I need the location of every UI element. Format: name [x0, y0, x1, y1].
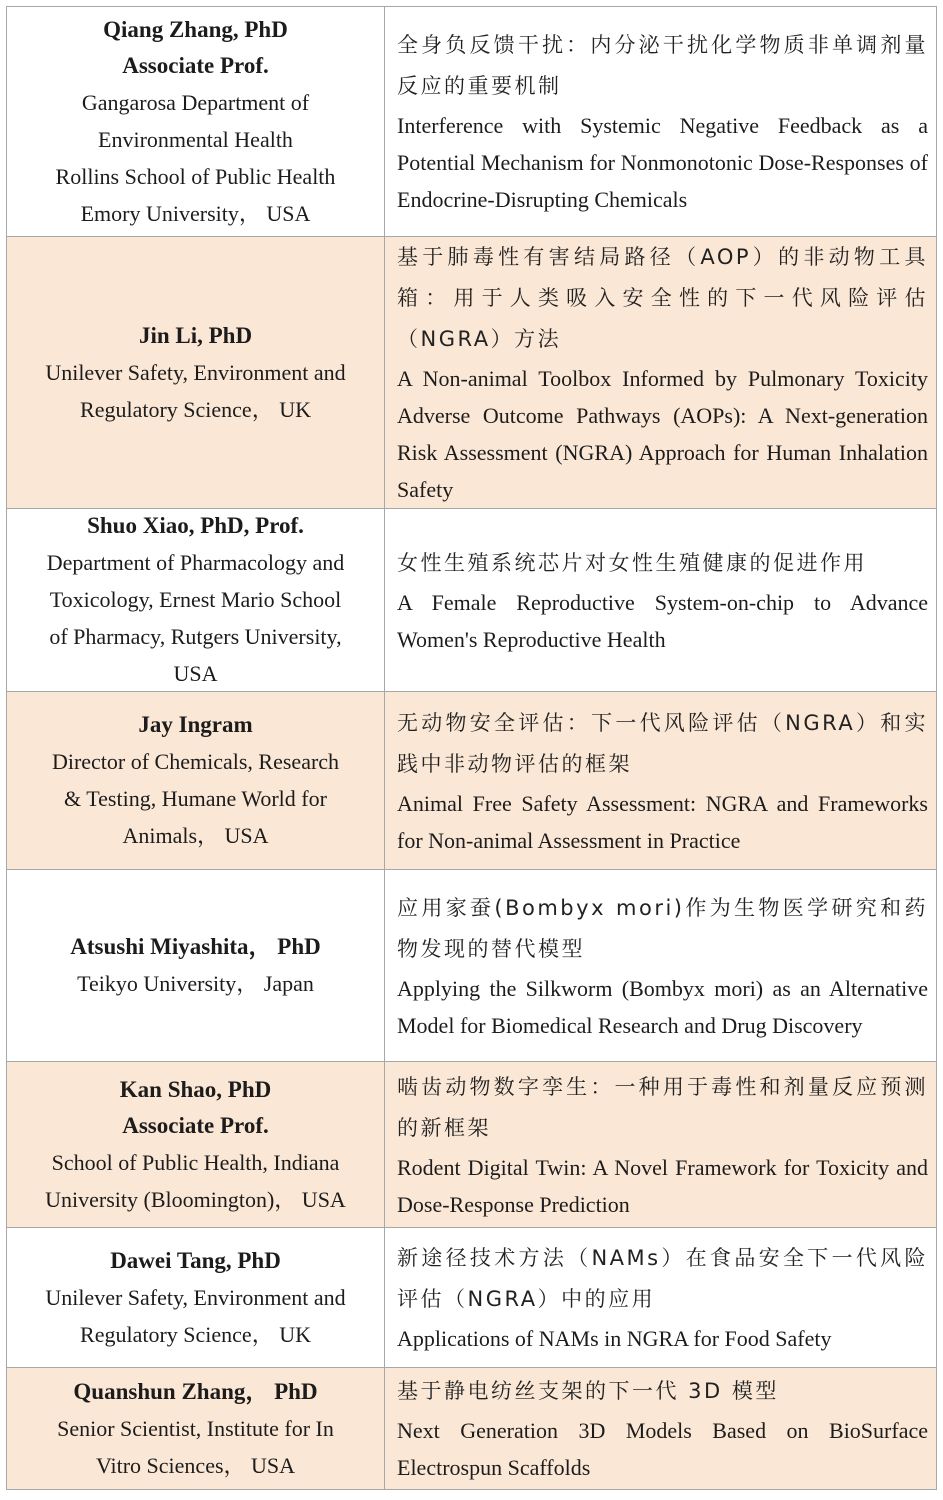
talk-title-cell: [385, 237, 936, 508]
speaker-affiliation-line: Senior Scientist, Institute for In: [57, 1415, 334, 1441]
speaker-affiliation-line: of Pharmacy, Rutgers University,: [49, 624, 342, 649]
speaker-affiliation-line: Department of Pharmacology and: [46, 550, 345, 575]
speaker-row: [6, 6, 937, 237]
speaker-info-cell: [7, 1368, 385, 1489]
speaker-info-cell: [7, 509, 385, 691]
speaker-affiliation-line: Director of Chemicals, Research: [51, 749, 340, 774]
speaker-name: Quanshun Zhang， PhD: [73, 1378, 318, 1404]
speaker-affiliation-line: Gangarosa Department of: [81, 89, 310, 115]
talk-title-en: A Non-animal Toolbox Informed by Pulmonary Toxicity Adverse Outcome Pathways (AOPs): A Next-generation Risk Assessment (NGRA) Approach for Human Inhalation Safety: [397, 366, 928, 502]
speaker-name: Jay Ingram: [138, 712, 253, 737]
speaker-name: Dawei Tang, PhD: [110, 1247, 281, 1273]
talk-title-en: Rodent Digital Twin: A Novel Framework for Toxicity and Dose-Response Prediction: [397, 1154, 928, 1217]
speaker-affiliation-line: & Testing, Humane World for: [64, 786, 327, 811]
speaker-affiliation-line: Unilever Safety, Environment and: [45, 1284, 346, 1310]
talk-title-en: Animal Free Safety Assessment: NGRA and Frameworks for Non-animal Assessment in Practice: [397, 790, 928, 853]
talk-title-en: Applications of NAMs in NGRA for Food Safety: [397, 1326, 832, 1351]
speaker-info-cell: [7, 1228, 385, 1367]
speaker-affiliation-line: Regulatory Science， UK: [80, 1321, 311, 1347]
speaker-affiliation-line: Teikyo University， Japan: [77, 971, 314, 996]
talk-title-zh: 无动物安全评估：下一代风险评估（NGRA）和实践中非动物评估的框架: [397, 710, 928, 776]
speaker-affiliation-line: Regulatory Science， UK: [80, 396, 311, 422]
speaker-affiliation-line: Vitro Sciences， USA: [95, 1452, 296, 1478]
speaker-row: [6, 1368, 937, 1490]
speaker-name: Jin Li, PhD: [138, 322, 253, 348]
speaker-row: [6, 1062, 937, 1228]
talk-title-cell: [385, 1368, 936, 1489]
talk-title-cell: [385, 1228, 936, 1367]
speaker-title: Associate Prof.: [122, 1112, 269, 1138]
speaker-row: [6, 692, 937, 870]
speaker-name: Qiang Zhang, PhD: [103, 16, 288, 42]
talk-title-en: Applying the Silkworm (Bombyx mori) as an Alternative Model for Biomedical Research and Drug Discovery: [397, 975, 928, 1038]
speaker-affiliation-line: Rollins School of Public Health: [55, 163, 336, 189]
speaker-row: [6, 509, 937, 692]
speaker-affiliation-line: Animals， USA: [122, 823, 269, 848]
speaker-affiliation-line: Toxicology, Ernest Mario School: [49, 587, 342, 612]
speaker-name: Kan Shao, PhD: [119, 1076, 272, 1102]
speaker-affiliation-line: School of Public Health, Indiana: [51, 1149, 340, 1175]
speaker-affiliation-line: Emory University， USA: [80, 200, 311, 226]
talk-title-zh: 应用家蚕(Bombyx mori)作为生物医学研究和药物发现的替代模型: [397, 895, 928, 961]
talk-title-cell: [385, 870, 936, 1061]
speaker-info-cell: [7, 1062, 385, 1227]
speaker-affiliation-line: USA: [173, 661, 218, 686]
talk-title-zh: 全身负反馈干扰：内分泌干扰化学物质非单调剂量反应的重要机制: [397, 33, 928, 98]
speaker-affiliation-line: Environmental Health: [98, 126, 293, 152]
speaker-title: Associate Prof.: [122, 52, 269, 78]
talk-title-cell: [385, 509, 936, 691]
speaker-row: [6, 1228, 937, 1368]
talk-title-zh: 女性生殖系统芯片对女性生殖健康的促进作用: [397, 550, 867, 575]
speaker-info-cell: [7, 7, 385, 236]
talk-title-zh: 新途径技术方法（NAMs）在食品安全下一代风险评估（NGRA）中的应用: [397, 1246, 928, 1311]
talk-title-en: A Female Reproductive System-on-chip to Advance Women's Reproductive Health: [397, 589, 928, 652]
speaker-affiliation-line: University (Bloomington)， USA: [45, 1186, 346, 1212]
talk-title-zh: 基于肺毒性有害结局路径（AOP）的非动物工具箱：用于人类吸入安全性的下一代风险评估（NGRA）方法: [397, 245, 928, 351]
speaker-row: [6, 237, 937, 509]
speaker-info-cell: [7, 237, 385, 508]
speaker-info-cell: [7, 692, 385, 869]
talk-title-zh: 啮齿动物数字孪生：一种用于毒性和剂量反应预测的新框架: [397, 1074, 928, 1140]
speaker-info-cell: [7, 870, 385, 1061]
speaker-name: Atsushi Miyashita， PhD: [70, 934, 321, 959]
talk-title-en: Interference with Systemic Negative Feedback as a Potential Mechanism for Nonmonotonic Dose-Responses of Endocrine-Disrupting Chemicals: [397, 113, 928, 212]
speaker-table: [6, 6, 937, 1490]
speaker-affiliation-line: Unilever Safety, Environment and: [45, 359, 346, 385]
speaker-name: Shuo Xiao, PhD, Prof.: [87, 513, 304, 538]
talk-title-en: Next Generation 3D Models Based on BioSurface Electrospun Scaffolds: [397, 1418, 928, 1480]
talk-title-zh: 基于静电纺丝支架的下一代 3D 模型: [397, 1379, 779, 1403]
talk-title-cell: [385, 1062, 936, 1227]
speaker-row: [6, 870, 937, 1062]
talk-title-cell: [385, 7, 936, 236]
talk-title-cell: [385, 692, 936, 869]
